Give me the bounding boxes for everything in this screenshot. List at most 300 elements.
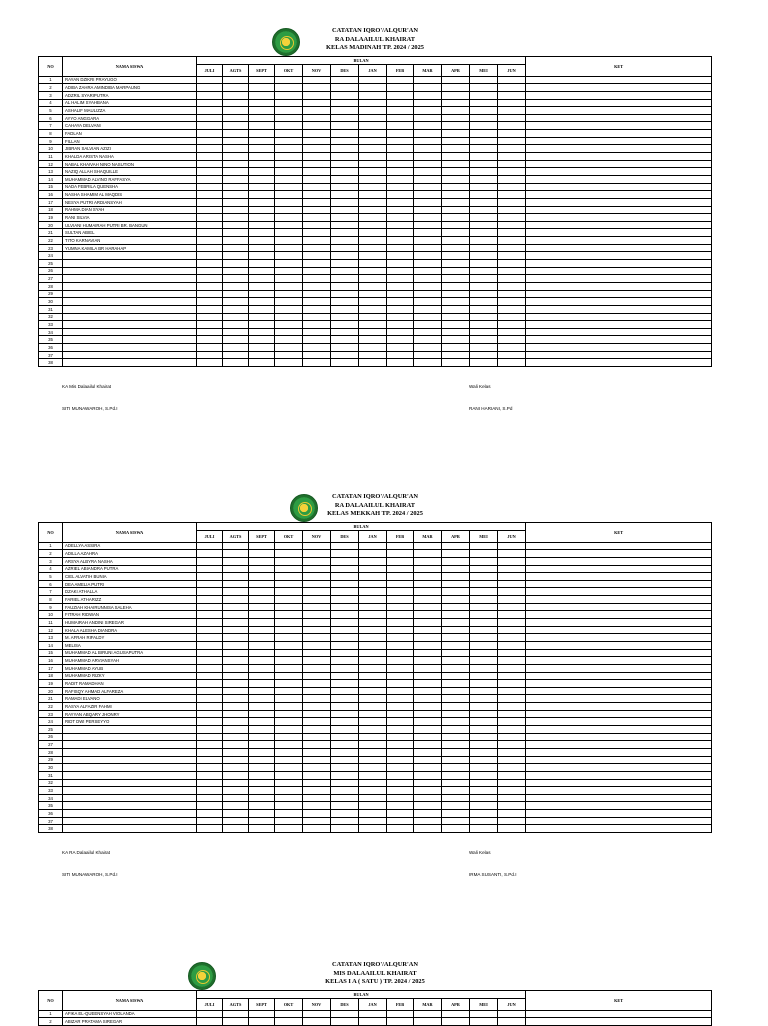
month-cell[interactable] [442,550,470,558]
month-cell[interactable] [387,198,414,206]
month-cell[interactable] [249,641,275,649]
month-cell[interactable] [331,99,359,107]
month-cell[interactable] [442,748,470,756]
month-cell[interactable] [331,344,359,352]
month-cell[interactable] [498,275,526,283]
ket-cell[interactable] [526,733,712,741]
month-cell[interactable] [249,1018,275,1026]
month-cell[interactable] [303,794,331,802]
month-cell[interactable] [275,114,303,122]
month-cell[interactable] [275,726,303,734]
month-cell[interactable] [303,137,331,145]
month-cell[interactable] [303,183,331,191]
month-cell[interactable] [442,183,470,191]
month-cell[interactable] [387,183,414,191]
month-cell[interactable] [498,1018,526,1026]
month-cell[interactable] [387,328,414,336]
month-cell[interactable] [470,748,498,756]
ket-cell[interactable] [526,756,712,764]
month-cell[interactable] [223,1018,249,1026]
month-cell[interactable] [359,313,387,321]
month-cell[interactable] [303,764,331,772]
student-name[interactable]: MUHAMMAD AYUB [63,664,197,672]
month-cell[interactable] [275,810,303,818]
month-cell[interactable] [470,252,498,260]
ket-cell[interactable] [526,550,712,558]
student-name[interactable] [63,282,197,290]
month-cell[interactable] [303,634,331,642]
month-cell[interactable] [303,779,331,787]
month-cell[interactable] [414,787,442,795]
month-cell[interactable] [249,168,275,176]
month-cell[interactable] [442,99,470,107]
ket-cell[interactable] [526,305,712,313]
month-cell[interactable] [223,183,249,191]
month-cell[interactable] [442,817,470,825]
student-name[interactable]: AFIKA EL-QUEENSYAH VIOLANDA [63,1010,197,1018]
month-cell[interactable] [387,237,414,245]
month-cell[interactable] [303,603,331,611]
month-cell[interactable] [249,237,275,245]
month-cell[interactable] [387,641,414,649]
month-cell[interactable] [303,130,331,138]
month-cell[interactable] [223,229,249,237]
month-cell[interactable] [442,611,470,619]
month-cell[interactable] [197,313,223,321]
month-cell[interactable] [414,550,442,558]
month-cell[interactable] [359,107,387,115]
month-cell[interactable] [498,183,526,191]
month-cell[interactable] [331,252,359,260]
month-cell[interactable] [197,748,223,756]
student-name[interactable] [63,794,197,802]
month-cell[interactable] [275,290,303,298]
month-cell[interactable] [331,634,359,642]
ket-cell[interactable] [526,741,712,749]
month-cell[interactable] [498,634,526,642]
month-cell[interactable] [442,664,470,672]
month-cell[interactable] [387,573,414,581]
month-cell[interactable] [498,626,526,634]
month-cell[interactable] [470,695,498,703]
month-cell[interactable] [414,153,442,161]
month-cell[interactable] [387,298,414,306]
month-cell[interactable] [197,198,223,206]
month-cell[interactable] [470,198,498,206]
month-cell[interactable] [249,687,275,695]
month-cell[interactable] [387,191,414,199]
month-cell[interactable] [498,542,526,550]
ket-cell[interactable] [526,153,712,161]
month-cell[interactable] [197,710,223,718]
month-cell[interactable] [223,114,249,122]
month-cell[interactable] [498,619,526,627]
month-cell[interactable] [223,282,249,290]
month-cell[interactable] [387,695,414,703]
student-name[interactable]: MUHAMMAD AL BIRUNI AGUSAPUTRA [63,649,197,657]
month-cell[interactable] [442,298,470,306]
month-cell[interactable] [387,649,414,657]
month-cell[interactable] [303,550,331,558]
month-cell[interactable] [223,603,249,611]
month-cell[interactable] [470,741,498,749]
month-cell[interactable] [442,573,470,581]
month-cell[interactable] [197,787,223,795]
month-cell[interactable] [197,168,223,176]
month-cell[interactable] [223,634,249,642]
month-cell[interactable] [249,313,275,321]
month-cell[interactable] [275,214,303,222]
month-cell[interactable] [303,596,331,604]
month-cell[interactable] [359,282,387,290]
month-cell[interactable] [387,603,414,611]
ket-cell[interactable] [526,810,712,818]
month-cell[interactable] [275,588,303,596]
month-cell[interactable] [470,817,498,825]
month-cell[interactable] [470,771,498,779]
month-cell[interactable] [331,267,359,275]
month-cell[interactable] [359,145,387,153]
month-cell[interactable] [197,733,223,741]
month-cell[interactable] [275,603,303,611]
month-cell[interactable] [223,336,249,344]
month-cell[interactable] [303,145,331,153]
month-cell[interactable] [331,84,359,92]
month-cell[interactable] [498,175,526,183]
month-cell[interactable] [498,160,526,168]
month-cell[interactable] [275,695,303,703]
month-cell[interactable] [470,649,498,657]
month-cell[interactable] [331,641,359,649]
month-cell[interactable] [387,91,414,99]
month-cell[interactable] [387,619,414,627]
month-cell[interactable] [442,619,470,627]
month-cell[interactable] [498,649,526,657]
month-cell[interactable] [414,122,442,130]
month-cell[interactable] [275,573,303,581]
month-cell[interactable] [498,787,526,795]
ket-cell[interactable] [526,183,712,191]
month-cell[interactable] [470,634,498,642]
month-cell[interactable] [498,351,526,359]
month-cell[interactable] [442,290,470,298]
month-cell[interactable] [387,726,414,734]
month-cell[interactable] [442,802,470,810]
month-cell[interactable] [387,634,414,642]
month-cell[interactable] [223,359,249,367]
month-cell[interactable] [414,290,442,298]
month-cell[interactable] [303,76,331,84]
student-name[interactable]: RAMADI ELVANO [63,695,197,703]
month-cell[interactable] [442,344,470,352]
ket-cell[interactable] [526,657,712,665]
month-cell[interactable] [442,810,470,818]
month-cell[interactable] [470,267,498,275]
month-cell[interactable] [197,206,223,214]
month-cell[interactable] [470,596,498,604]
month-cell[interactable] [223,825,249,833]
month-cell[interactable] [470,84,498,92]
month-cell[interactable] [249,588,275,596]
ket-cell[interactable] [526,122,712,130]
student-name[interactable]: ADZRIL SYARIPUTRA [63,91,197,99]
month-cell[interactable] [249,741,275,749]
month-cell[interactable] [470,672,498,680]
month-cell[interactable] [498,153,526,161]
month-cell[interactable] [197,252,223,260]
month-cell[interactable] [442,733,470,741]
month-cell[interactable] [249,244,275,252]
month-cell[interactable] [414,214,442,222]
month-cell[interactable] [275,680,303,688]
month-cell[interactable] [303,787,331,795]
month-cell[interactable] [223,619,249,627]
month-cell[interactable] [359,825,387,833]
month-cell[interactable] [359,626,387,634]
month-cell[interactable] [197,680,223,688]
ket-cell[interactable] [526,290,712,298]
ket-cell[interactable] [526,214,712,222]
month-cell[interactable] [414,76,442,84]
month-cell[interactable] [275,557,303,565]
month-cell[interactable] [197,305,223,313]
month-cell[interactable] [303,542,331,550]
month-cell[interactable] [414,794,442,802]
month-cell[interactable] [498,726,526,734]
month-cell[interactable] [275,99,303,107]
student-name[interactable]: RIDT DWI PERSEYYO [63,718,197,726]
month-cell[interactable] [223,794,249,802]
month-cell[interactable] [275,305,303,313]
month-cell[interactable] [223,573,249,581]
month-cell[interactable] [498,748,526,756]
student-name[interactable] [63,260,197,268]
month-cell[interactable] [387,359,414,367]
month-cell[interactable] [498,237,526,245]
month-cell[interactable] [414,741,442,749]
month-cell[interactable] [359,130,387,138]
month-cell[interactable] [359,703,387,711]
month-cell[interactable] [470,313,498,321]
month-cell[interactable] [197,175,223,183]
month-cell[interactable] [442,351,470,359]
month-cell[interactable] [275,275,303,283]
month-cell[interactable] [387,756,414,764]
month-cell[interactable] [331,817,359,825]
month-cell[interactable] [387,175,414,183]
student-name[interactable] [63,733,197,741]
month-cell[interactable] [275,76,303,84]
month-cell[interactable] [197,596,223,604]
month-cell[interactable] [498,336,526,344]
month-cell[interactable] [223,275,249,283]
month-cell[interactable] [359,328,387,336]
month-cell[interactable] [414,130,442,138]
month-cell[interactable] [223,550,249,558]
month-cell[interactable] [498,771,526,779]
student-name[interactable]: MELISA [63,641,197,649]
month-cell[interactable] [359,741,387,749]
month-cell[interactable] [249,764,275,772]
ket-cell[interactable] [526,244,712,252]
month-cell[interactable] [197,260,223,268]
student-name[interactable]: RANI SILVIA [63,214,197,222]
month-cell[interactable] [197,290,223,298]
student-name[interactable]: RADIT RAMADHAN [63,680,197,688]
ket-cell[interactable] [526,542,712,550]
month-cell[interactable] [275,344,303,352]
month-cell[interactable] [275,153,303,161]
month-cell[interactable] [442,764,470,772]
month-cell[interactable] [275,267,303,275]
month-cell[interactable] [470,573,498,581]
month-cell[interactable] [249,153,275,161]
student-name[interactable]: FADLAN [63,130,197,138]
month-cell[interactable] [387,703,414,711]
month-cell[interactable] [414,703,442,711]
month-cell[interactable] [470,626,498,634]
month-cell[interactable] [359,229,387,237]
month-cell[interactable] [414,198,442,206]
month-cell[interactable] [387,611,414,619]
month-cell[interactable] [498,802,526,810]
month-cell[interactable] [249,282,275,290]
month-cell[interactable] [387,718,414,726]
month-cell[interactable] [387,810,414,818]
month-cell[interactable] [303,244,331,252]
month-cell[interactable] [442,229,470,237]
student-name[interactable]: RASYA ALFAZIR FAHMI [63,703,197,711]
month-cell[interactable] [249,748,275,756]
month-cell[interactable] [303,680,331,688]
month-cell[interactable] [498,344,526,352]
month-cell[interactable] [498,779,526,787]
student-name[interactable]: MUHAMMAD ARVIANSYAH [63,657,197,665]
month-cell[interactable] [498,305,526,313]
month-cell[interactable] [223,672,249,680]
month-cell[interactable] [442,1010,470,1018]
month-cell[interactable] [249,810,275,818]
month-cell[interactable] [223,1010,249,1018]
ket-cell[interactable] [526,565,712,573]
student-name[interactable]: ABIZAR PRATAMA SIREGAR [63,1018,197,1026]
month-cell[interactable] [359,114,387,122]
month-cell[interactable] [331,718,359,726]
month-cell[interactable] [303,825,331,833]
month-cell[interactable] [359,718,387,726]
month-cell[interactable] [331,764,359,772]
month-cell[interactable] [359,794,387,802]
month-cell[interactable] [223,817,249,825]
month-cell[interactable] [223,198,249,206]
month-cell[interactable] [387,99,414,107]
month-cell[interactable] [470,565,498,573]
month-cell[interactable] [197,351,223,359]
month-cell[interactable] [442,260,470,268]
month-cell[interactable] [498,130,526,138]
month-cell[interactable] [387,748,414,756]
ket-cell[interactable] [526,84,712,92]
month-cell[interactable] [359,649,387,657]
month-cell[interactable] [197,130,223,138]
month-cell[interactable] [359,726,387,734]
month-cell[interactable] [331,1018,359,1026]
month-cell[interactable] [359,596,387,604]
month-cell[interactable] [303,328,331,336]
month-cell[interactable] [359,634,387,642]
month-cell[interactable] [414,626,442,634]
month-cell[interactable] [470,588,498,596]
month-cell[interactable] [414,359,442,367]
month-cell[interactable] [470,787,498,795]
ket-cell[interactable] [526,114,712,122]
student-name[interactable]: ADIBA ZAHRA AMINDIBA MARPAUNG [63,84,197,92]
month-cell[interactable] [275,756,303,764]
month-cell[interactable] [197,626,223,634]
month-cell[interactable] [387,244,414,252]
month-cell[interactable] [414,779,442,787]
student-name[interactable] [63,802,197,810]
student-name[interactable]: NAZIQ ALLAH SHAQUILLE [63,168,197,176]
month-cell[interactable] [331,237,359,245]
month-cell[interactable] [498,252,526,260]
month-cell[interactable] [331,787,359,795]
ket-cell[interactable] [526,817,712,825]
month-cell[interactable] [387,122,414,130]
ket-cell[interactable] [526,336,712,344]
month-cell[interactable] [359,84,387,92]
month-cell[interactable] [223,260,249,268]
month-cell[interactable] [249,817,275,825]
month-cell[interactable] [414,267,442,275]
month-cell[interactable] [197,298,223,306]
month-cell[interactable] [331,680,359,688]
month-cell[interactable] [498,596,526,604]
month-cell[interactable] [249,550,275,558]
ket-cell[interactable] [526,145,712,153]
month-cell[interactable] [197,580,223,588]
month-cell[interactable] [414,229,442,237]
month-cell[interactable] [498,588,526,596]
month-cell[interactable] [275,1018,303,1026]
month-cell[interactable] [470,802,498,810]
student-name[interactable] [63,771,197,779]
month-cell[interactable] [414,298,442,306]
month-cell[interactable] [470,114,498,122]
month-cell[interactable] [414,252,442,260]
month-cell[interactable] [275,718,303,726]
month-cell[interactable] [223,267,249,275]
student-name[interactable]: RAYAN DZIKRI PRAYUGO [63,76,197,84]
ket-cell[interactable] [526,779,712,787]
month-cell[interactable] [387,542,414,550]
month-cell[interactable] [470,91,498,99]
month-cell[interactable] [387,344,414,352]
month-cell[interactable] [359,191,387,199]
month-cell[interactable] [442,359,470,367]
month-cell[interactable] [303,91,331,99]
month-cell[interactable] [470,191,498,199]
month-cell[interactable] [303,573,331,581]
month-cell[interactable] [359,557,387,565]
month-cell[interactable] [414,321,442,329]
month-cell[interactable] [414,664,442,672]
month-cell[interactable] [331,221,359,229]
month-cell[interactable] [303,756,331,764]
ket-cell[interactable] [526,573,712,581]
month-cell[interactable] [442,252,470,260]
ket-cell[interactable] [526,825,712,833]
